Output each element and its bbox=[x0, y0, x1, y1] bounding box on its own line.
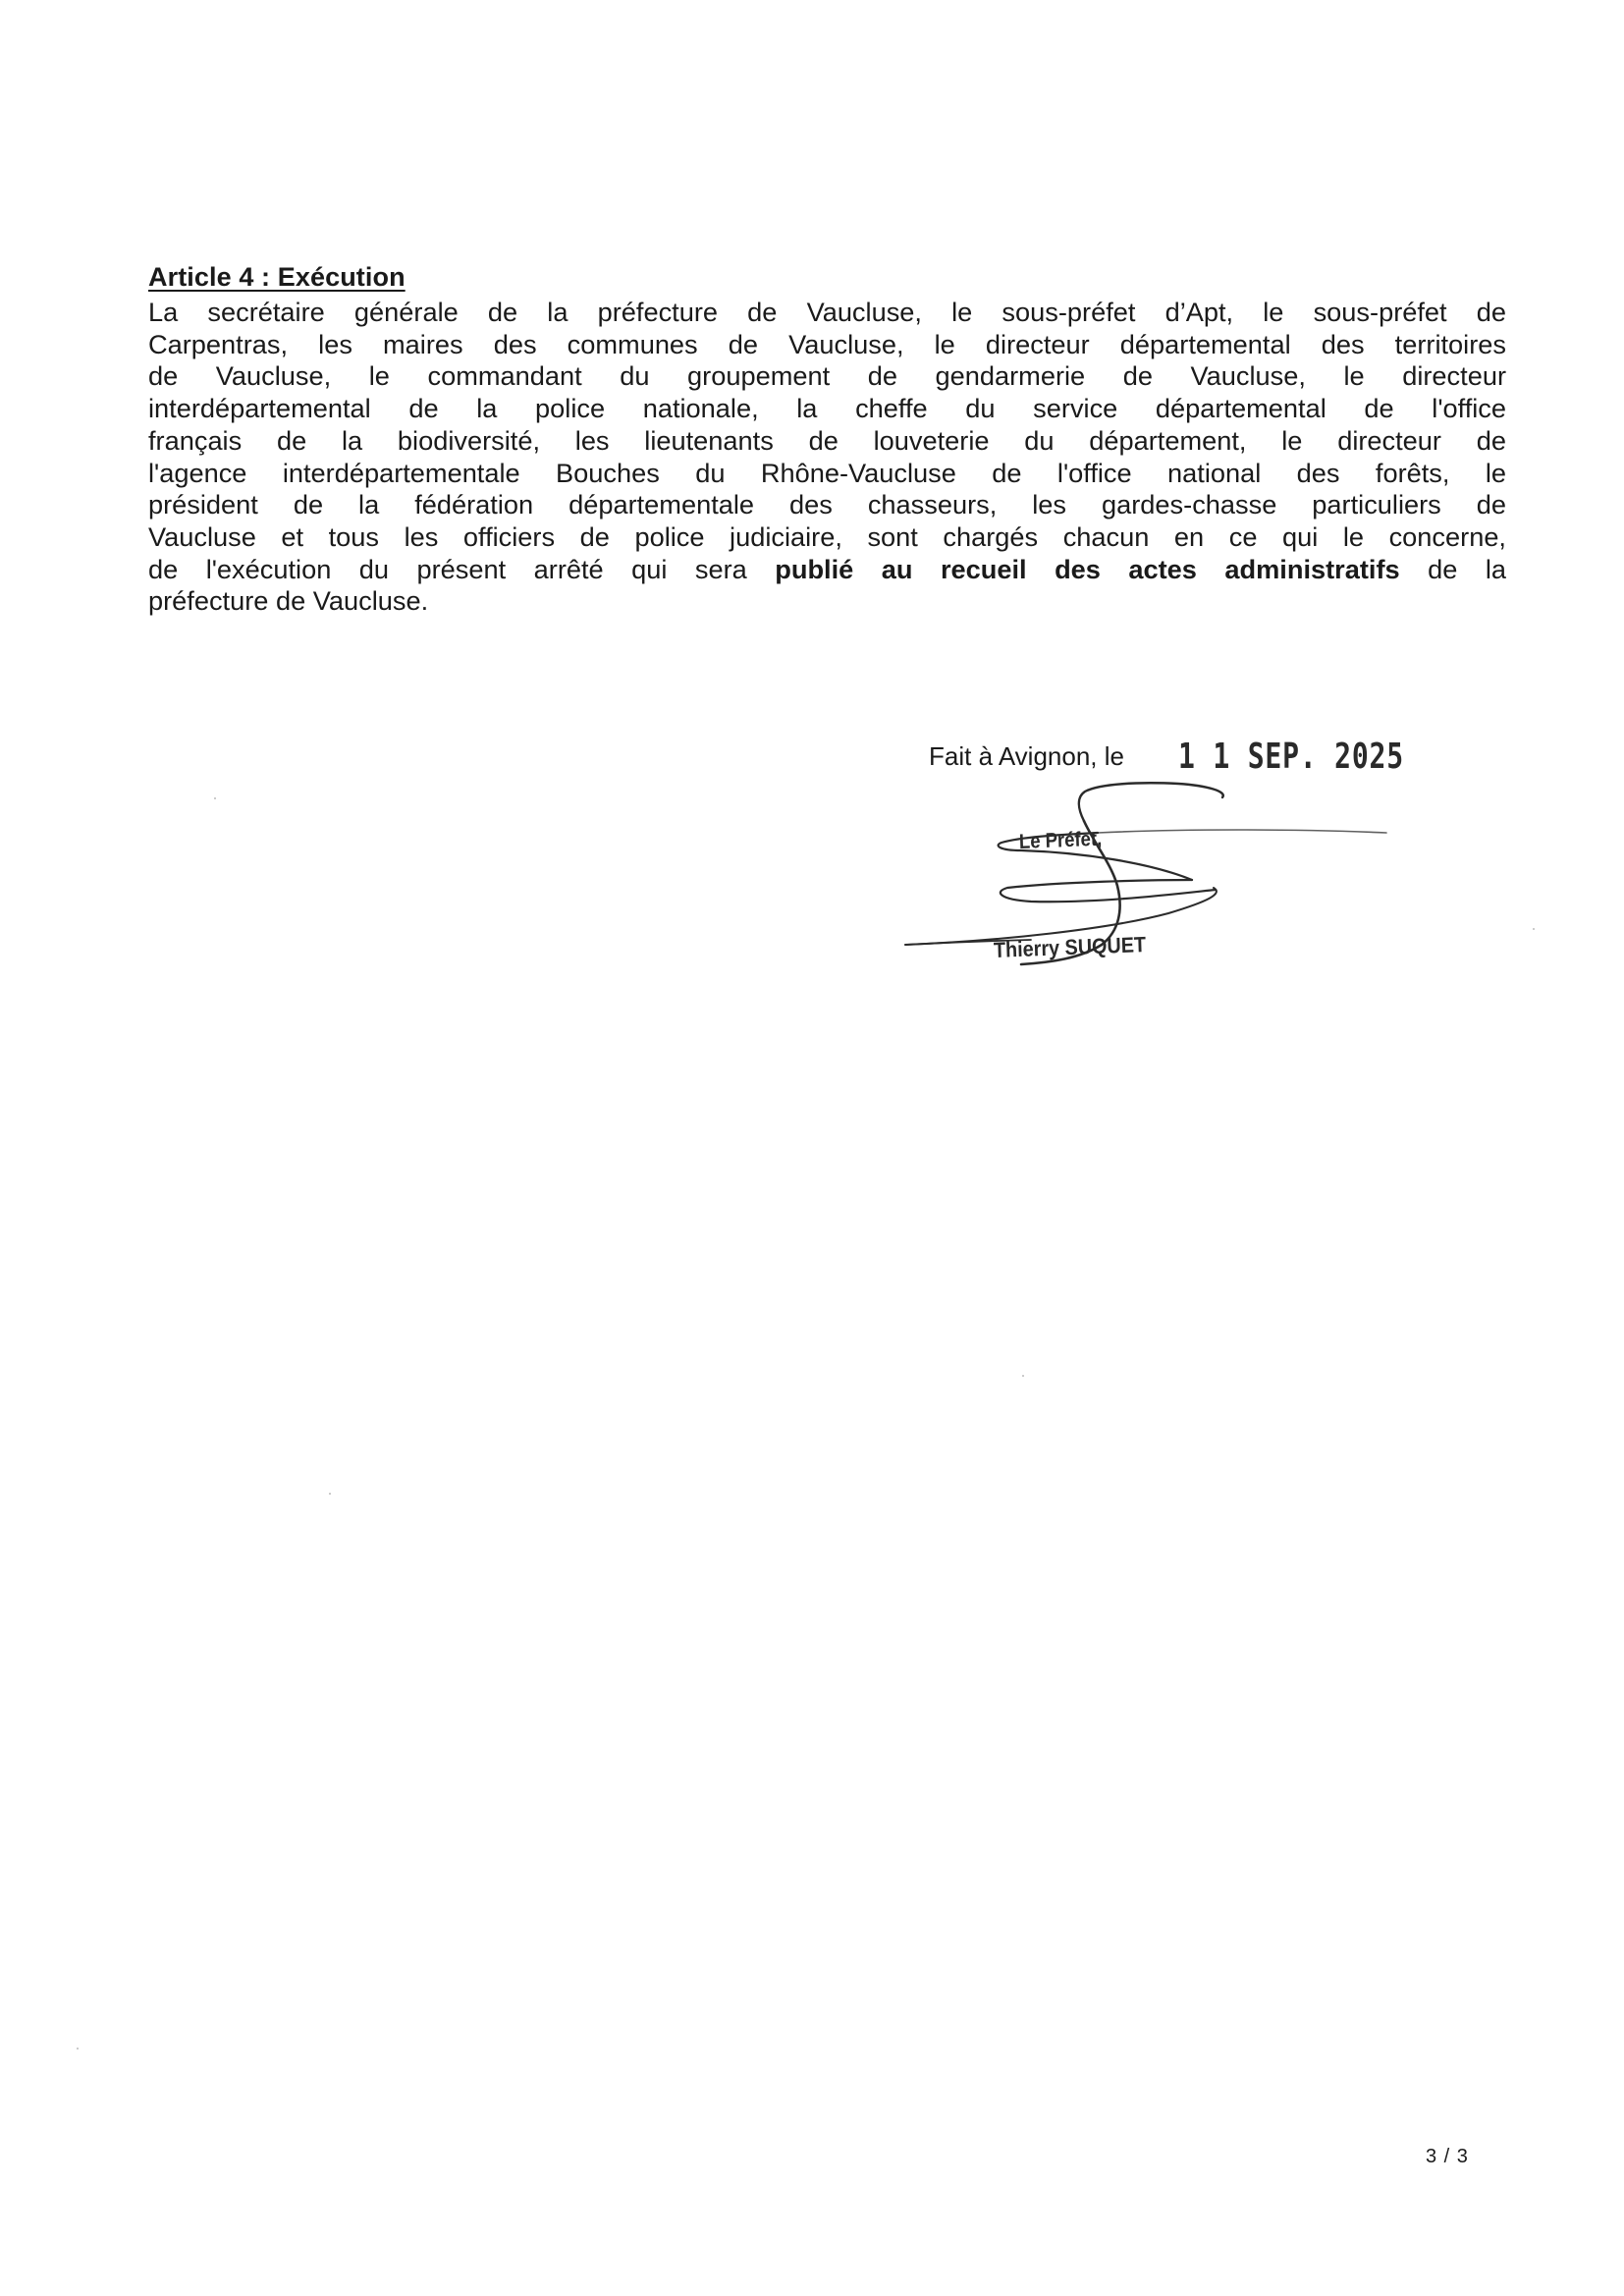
scan-speck bbox=[329, 1493, 331, 1495]
scan-speck bbox=[214, 797, 216, 799]
signer-title-stamp: Le Préfet, bbox=[1018, 827, 1103, 853]
body-line-last: préfecture de Vaucluse. bbox=[148, 585, 429, 617]
date-stamp: 1 1 SEP. 2025 bbox=[1178, 737, 1404, 777]
body-line: La secrétaire générale de la préfecture de Vaucluse, le sous-préfet d’Apt, le sous-préfet de bbox=[148, 297, 1506, 327]
body-line: Carpentras, les maires des communes de Vaucluse, le directeur départemental des territoires bbox=[148, 328, 1506, 359]
article-body bbox=[148, 297, 1506, 618]
page-number: 3 / 3 bbox=[1426, 2146, 1469, 2167]
body-line: président de la fédération départementale des chasseurs, les gardes-chasse particuliers de bbox=[148, 489, 1506, 520]
body-line-publication bbox=[148, 554, 1506, 586]
publication-text-before: de l'exécution du présent arrêté qui sera bbox=[148, 553, 776, 584]
body-line: français de la biodiversité, les lieutenants de louveterie du département, le directeur de bbox=[148, 424, 1506, 456]
signer-name-stamp: Thierry SUQUET bbox=[993, 931, 1147, 962]
body-line: l'agence interdépartementale Bouches du Rhône-Vaucluse de l'office national des forêts, le bbox=[148, 457, 1506, 488]
publication-text-after: de la bbox=[1399, 553, 1506, 584]
article-title: Article 4 : Exécution bbox=[148, 262, 406, 292]
publication-emphasis: publié au recueil des actes administratifs bbox=[775, 553, 1400, 584]
scan-speck bbox=[77, 2048, 79, 2050]
signature-block bbox=[884, 727, 1473, 1002]
place-date-label: Fait à Avignon, le bbox=[929, 741, 1124, 771]
scan-speck bbox=[1533, 928, 1535, 930]
body-line: interdépartemental de la police nationale, la cheffe du service départemental de l'office bbox=[148, 393, 1506, 424]
body-line: Vaucluse et tous les officiers de police judiciaire, sont chargés chacun en ce qui le concerne, bbox=[148, 520, 1506, 552]
article-4-execution bbox=[148, 259, 1506, 618]
body-line: de Vaucluse, le commandant du groupement de gendarmerie de Vaucluse, le directeur bbox=[148, 360, 1506, 392]
scan-speck bbox=[1022, 1375, 1024, 1377]
